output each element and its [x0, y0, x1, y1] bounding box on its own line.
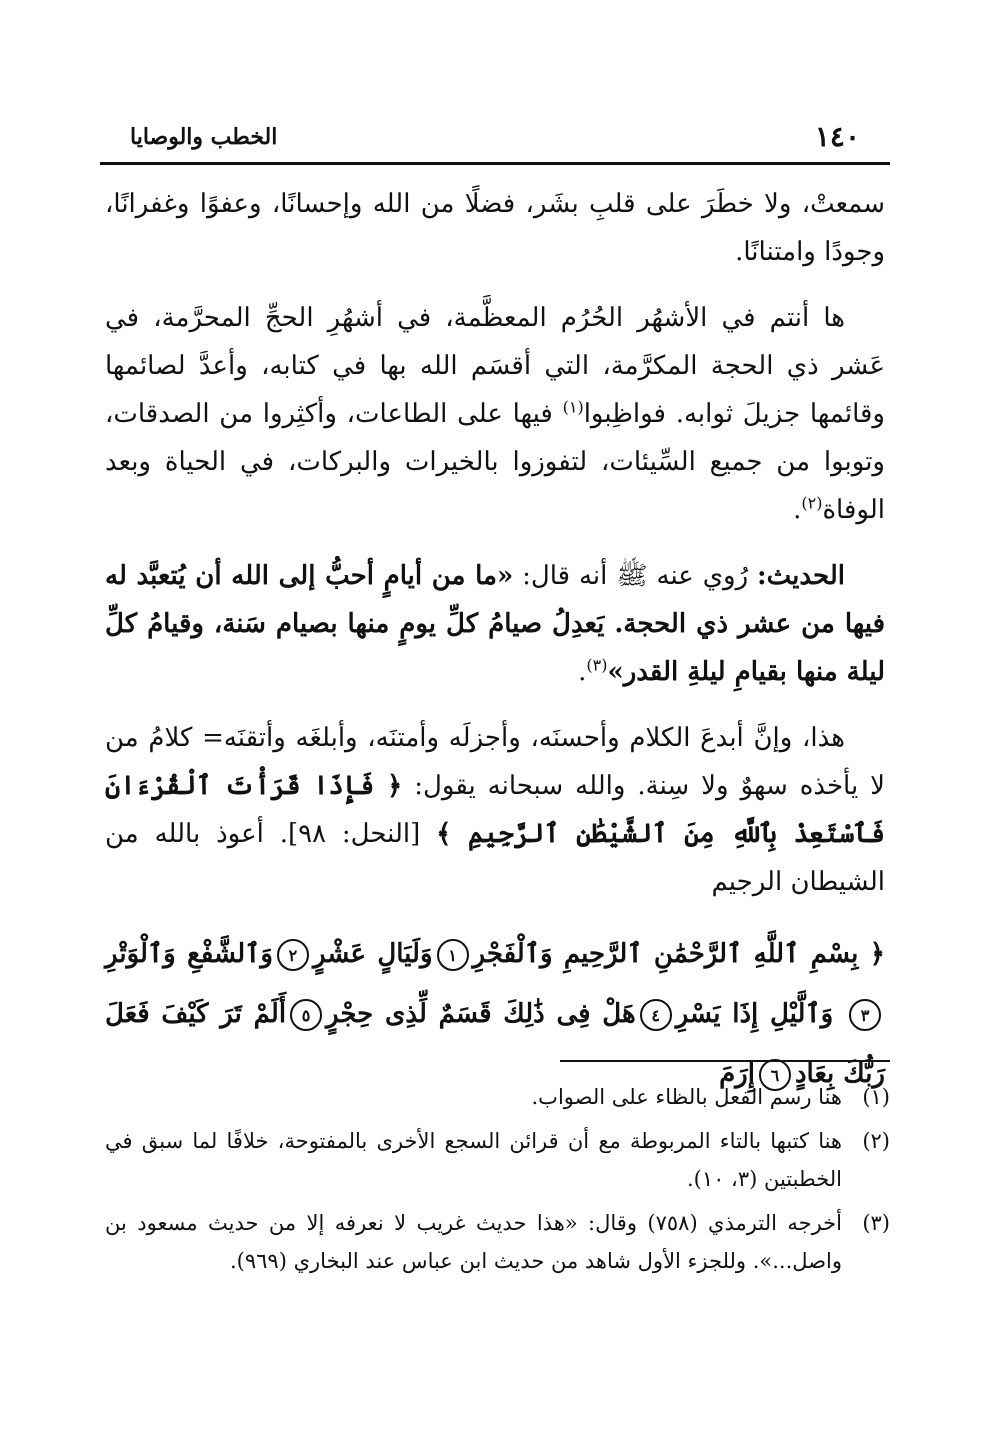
- hadith-label: الحديث:: [757, 561, 845, 591]
- paragraph-1: سمعتْ، ولا خطَرَ على قلبِ بشَر، فضلًا من الله وإحسانًا، وعفوًا وغفرانًا، وجودًا وامتنانًا.: [105, 189, 885, 267]
- ayah-2: وَلَيَالٍ عَشْرٍ: [312, 939, 433, 969]
- main-text: [105, 180, 885, 1104]
- paragraph-2: [105, 294, 885, 534]
- hadith-paragraph: [105, 552, 885, 696]
- ayah-4: وَٱلَّيْلِ إِذَا يَسْرِ: [675, 999, 834, 1029]
- footnote-number: (٣): [862, 1211, 890, 1235]
- paragraph-4-text: هذا، وإنَّ أبدعَ الكلام وأحسنَه، وأجزلَه وأمتنَه، وأبلغَه وأتقنَه= كلامُ من لا يأخذه سهوٌ ولا سِنة. والله سبحانه يقول:: [105, 723, 885, 801]
- ayah-number-6: ٦: [759, 1059, 791, 1091]
- header-rule: [100, 162, 890, 165]
- paragraph-2-text-b: فيها على الطاعات، وأكثِروا من الصدقات، وتوبوا من جميع السِّيئات، لتفوزوا بالخيرات والبركات، في الحياة وبعد الوفاة: [105, 399, 885, 525]
- footnote-text: أخرجه الترمذي (٧٥٨) وقال: «هذا حديث غريب لا نعرفه إلا من حديث مسعود بن واصل...». وللجزء الأول شاهد من حديث ابن عباس عند البخاري (٩٦٩).: [105, 1211, 842, 1273]
- hadith-quote: «ما من أيامٍ أحبُّ إلى الله أن يُتعبَّد له فيها من عشر ذي الحجة. يَعدِلُ صيامُ كلِّ يومٍ منها بصيام سَنة، وقيامُ كلِّ ليلة منها بقيامِ ليلةِ القدر»: [105, 561, 885, 687]
- footnote-ref-1: (١): [562, 397, 584, 417]
- paragraph-2-end: .: [793, 495, 802, 525]
- paragraph-4: [105, 714, 885, 906]
- ayah-number-5: ٥: [290, 999, 322, 1031]
- footnote-text: هنا رسم الفعل بالظاء على الصواب.: [531, 1085, 842, 1109]
- ayah-3: وَٱلشَّفْعِ وَٱلْوَتْرِ: [105, 939, 273, 969]
- footnote-text: هنا كتبها بالتاء المربوطة مع أن قرائن السجع الأخرى بالمفتوحة، خلافًا لما سبق في الخطبتين (٣، ١٠).: [105, 1129, 842, 1191]
- footnote-ref-2: (٢): [801, 493, 823, 513]
- footnote-ref-3: (٣): [586, 655, 608, 675]
- ayah-5: هَلْ فِى ذَٰلِكَ قَسَمٌ لِّذِى حِجْرٍ: [326, 999, 636, 1029]
- ayah-number-2: ٢: [277, 939, 309, 971]
- surah-fajr-excerpt: [105, 924, 885, 1104]
- footnote: [105, 1078, 890, 1116]
- quran-citation: [النحل: ٩٨].: [263, 819, 437, 849]
- taawwudh: أعوذ بالله من الشيطان الرجيم: [105, 819, 885, 897]
- ayah-number-4: ٤: [640, 999, 672, 1031]
- ayah-6: أَلَمْ تَرَ كَيْفَ فَعَلَ رَبُّكَ بِعَادٍ: [105, 999, 885, 1089]
- hadith-end: .: [578, 657, 587, 687]
- footnote-number: (٢): [862, 1129, 890, 1153]
- page-number: ١٤٠: [814, 120, 860, 153]
- basmala: ﴿ بِسْمِ ٱللَّهِ ٱلرَّحْمَٰنِ ٱلرَّحِيمِ: [552, 939, 885, 969]
- hadith-intro: رُوي عنه ﷺ أنه قال:: [513, 561, 758, 591]
- ayah-number-1: ١: [437, 939, 469, 971]
- ayah-number-3: ٣: [849, 999, 881, 1031]
- footnotes: [105, 1078, 890, 1286]
- ayah-7-start: إِرَمَ: [719, 1059, 755, 1089]
- footnote: [105, 1122, 890, 1198]
- page-header: [100, 120, 890, 154]
- quran-verse: ﴿ فَإِذَا قَرَأْتَ ٱلْقُرْءَانَ فَٱسْتَعِذْ بِٱللَّهِ مِنَ ٱلشَّيْطَٰنِ ٱلرَّجِيمِ ﴾: [105, 771, 886, 849]
- footnote-separator: [560, 1060, 890, 1062]
- ayah-1: وَٱلْفَجْرِ: [472, 939, 553, 969]
- footnote-number: (١): [862, 1085, 890, 1109]
- running-title: الخطب والوصايا: [130, 124, 278, 150]
- footnote: [105, 1204, 890, 1280]
- paragraph-2-text-a: ها أنتم في الأشهُر الحُرُم المعظَّمة، في أشهُرِ الحجِّ المحرَّمة، في عَشر ذي الحجة المكرَّمة، التي أقسَم الله بها في كتابه، وأعدَّ لصائمها وقائمها جزيلَ ثوابه. فواظِبوا: [105, 303, 885, 429]
